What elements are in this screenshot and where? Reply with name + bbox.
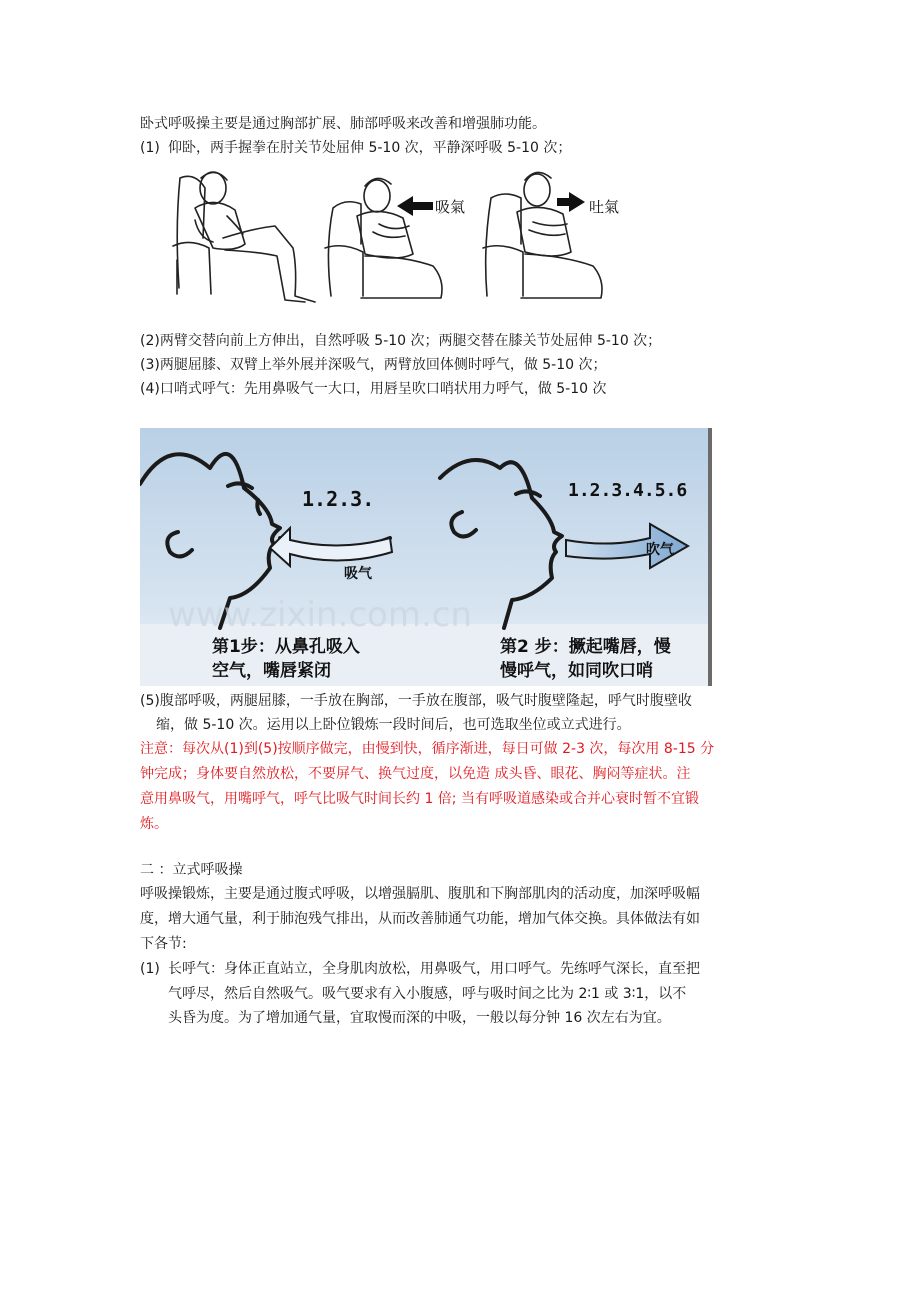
section1-item5-line2: 缩，做 5-10 次。运用以上卧位锻炼一段时间后，也可选取坐位或立式进行。 <box>156 717 631 733</box>
step2-line2: 慢呼气，如同吹口哨 <box>500 661 653 681</box>
pursed-lip-breathing-illustration <box>140 428 712 686</box>
section1-item5-line1: (5)腹部呼吸，两腿屈膝，一手放在胸部，一手放在腹部，吸气时腹壁隆起，呼气时腹壁收 <box>140 693 692 709</box>
section2-item1-line2: 气呼尽，然后自然吸气。吸气要求有入小腹感，呼与吸时间之比为 2∶1 或 3∶1，以不 <box>168 986 687 1002</box>
section1-intro: 卧式呼吸操主要是通过胸部扩展、肺部呼吸来改善和增强肺功能。 <box>140 116 546 132</box>
section1-item1 <box>140 136 571 160</box>
count-right: 1.2.3.4.5.6 <box>568 480 688 501</box>
note-line3: 意用鼻吸气，用嘴呼气，呼气比吸气时间长约 1 倍; 当有呼吸道感染或合并心衰时暂不宜锻 <box>140 791 699 807</box>
item-number: (1) <box>140 961 160 977</box>
section2-intro-line2: 度，增大通气量，利于肺泡残气排出，从而改善肺通气功能，增加气体交换。具体做法有如 <box>140 911 700 927</box>
inhale-arrow-icon <box>397 196 433 216</box>
blow-label: 吹气 <box>646 542 674 558</box>
step1-line1: 第1步：从鼻孔吸入 <box>212 637 360 657</box>
item-text: 仰卧，两手握拳在肘关节处屈伸 5-10 次，平静深呼吸 5-10 次； <box>168 140 572 156</box>
inhale-label: 吸气 <box>344 566 372 582</box>
step1-line2: 空气，嘴唇紧闭 <box>212 661 331 681</box>
watermark: www.zixin.com.cn <box>168 595 472 635</box>
person-inhaling-figure <box>325 178 442 298</box>
person-exhaling-figure <box>483 172 602 298</box>
section2-item1-line3: 头昏为度。为了增加通气量，宜取慢而深的中吸，一般以每分钟 16 次左右为宜。 <box>168 1010 671 1026</box>
section2-heading: 二 ：立式呼吸操 <box>140 862 243 878</box>
section2-intro-line1: 呼吸操锻炼，主要是通过腹式呼吸，以增强膈肌、腹肌和下胸部肌肉的活动度，加深呼吸幅 <box>140 886 700 902</box>
step2-line1: 第2 步：撅起嘴唇，慢 <box>500 637 671 657</box>
reclining-breathing-illustration <box>165 168 635 306</box>
item-number: (1) <box>140 140 160 156</box>
section1-item3: (3)两腿屈膝、双臂上举外展并深吸气，两臂放回体侧时呼气，做 5-10 次； <box>140 357 607 373</box>
note-line4: 炼。 <box>140 816 168 832</box>
exhale-label: 吐氣 <box>589 198 620 216</box>
exhale-arrow-icon <box>557 192 585 212</box>
section1-item2: (2)两臂交替向前上方伸出，自然呼吸 5-10 次；两腿交替在膝关节处屈伸 5-10 次； <box>140 333 662 349</box>
section2-item1-line1 <box>140 957 700 981</box>
count-left: 1.2.3. <box>302 487 375 511</box>
person-resting-figure <box>173 172 315 302</box>
inhale-label: 吸氣 <box>435 198 466 216</box>
section1-item4: (4)口哨式呼气：先用鼻吸气一大口，用唇呈吹口哨状用力呼气，做 5-10 次 <box>140 381 607 397</box>
item-text: 长呼气：身体正直站立，全身肌肉放松，用鼻吸气，用口呼气。先练呼气深长，直至把 <box>168 961 700 977</box>
section2-intro-line3: 下各节: <box>140 936 187 952</box>
note-line2: 钟完成；身体要自然放松，不要屏气、换气过度，以免造 成头昏、眼花、胸闷等症状。注 <box>140 766 691 782</box>
note-line1: 注意：每次从(1)到(5)按顺序做完，由慢到快，循序渐进，每日可做 2-3 次，每次用 8-15 分 <box>140 741 715 757</box>
